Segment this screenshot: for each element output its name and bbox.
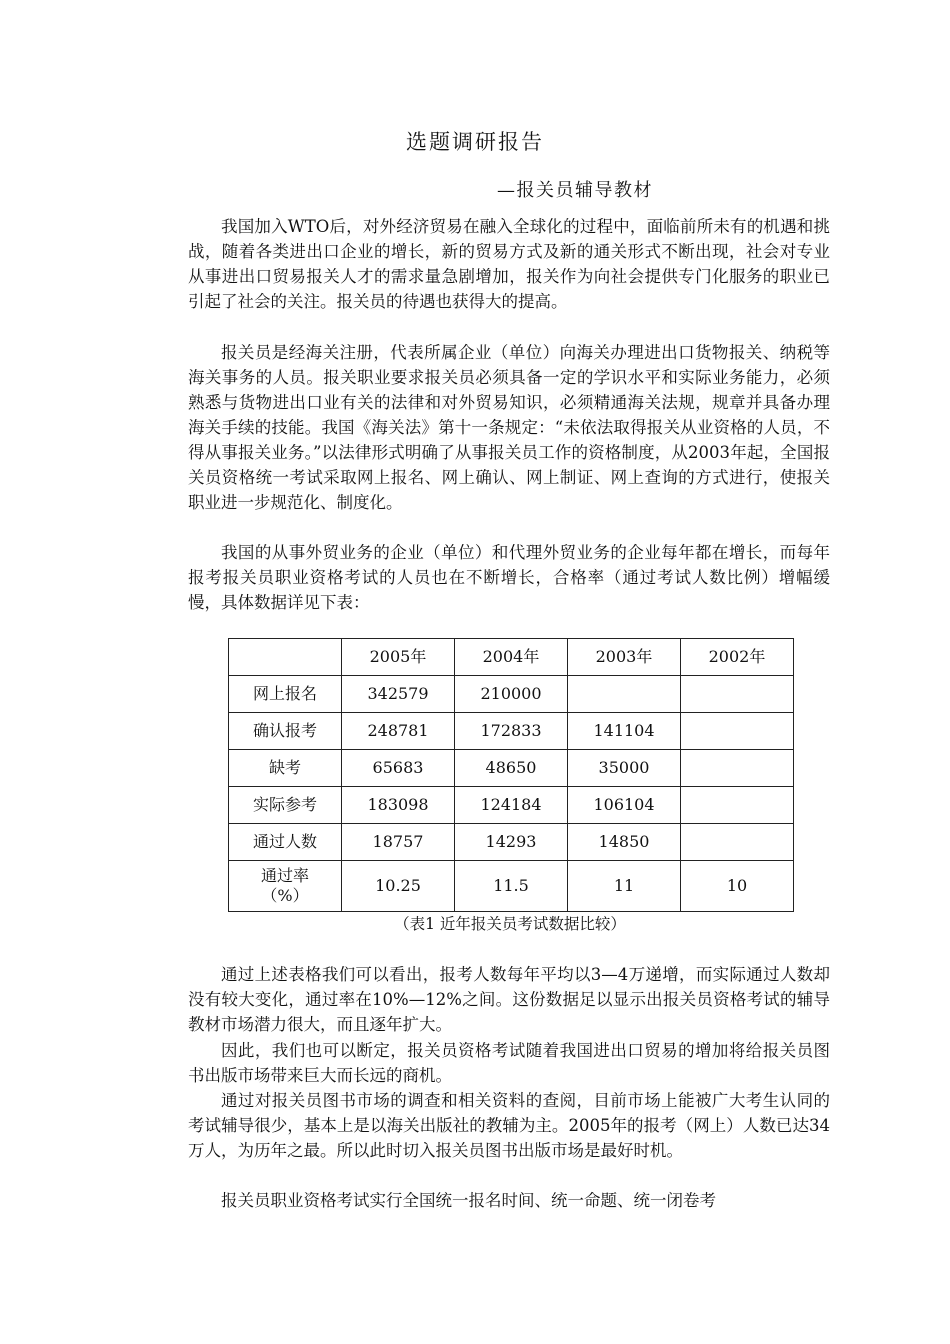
table-header-cell: 2002年 [681,639,794,676]
paragraph: 我国的从事外贸业务的企业（单位）和代理外贸业务的企业每年都在增长，而每年报考报关员职业资格考试的人员也在不断增长，合格率（通过考试人数比例）增幅缓慢，具体数据详见下表： [188,543,830,612]
table-cell: 106104 [568,787,681,824]
table-row [229,861,794,912]
table-cell: 183098 [342,787,455,824]
paragraph: 报关员职业资格考试实行全国统一报名时间、统一命题、统一闭卷考 [221,1191,716,1210]
table-cell: 248781 [342,713,455,750]
paragraph: 报关员是经海关注册，代表所属企业（单位）向海关办理进出口货物报关、纳税等海关事务的人员。报关职业要求报关员必须具备一定的学识水平和实际业务能力，必须熟悉与货物进出口业有关的法律和对外贸易知识，必须精通海关法规，规章并具备办理海关手续的技能。我国《海关法》第十一条规定：“未依法取得报关从业资格的人员，不得从事报关业务。”以法律形式明确了从事报关员工作的资格制度，从2003年起，全国报关员资格统一考试采取网上报名、网上确认、网上制证、网上查询的方式进行，使报关职业进一步规范化、制度化。 [188,343,830,512]
table-cell: 124184 [455,787,568,824]
document-title: 选题调研报告 [406,130,544,154]
table-cell: 11.5 [455,861,568,912]
table-cell: 10.25 [342,861,455,912]
row-label: 通过率（%） [229,861,342,912]
table-row [229,750,794,787]
paragraph: 因此，我们也可以断定，报关员资格考试随着我国进出口贸易的增加将给报关员图书出版市场带来巨大而长远的商机。 [188,1041,830,1085]
table-cell: 18757 [342,824,455,861]
table-cell: 14293 [455,824,568,861]
paragraph: 我国加入WTO后，对外经济贸易在融入全球化的过程中，面临前所未有的机遇和挑战，随着各类进出口企业的增长，新的贸易方式及新的通关形式不断出现，社会对专业从事进出口贸易报关人才的需求量急剧增加，报关作为向社会提供专门化服务的职业已引起了社会的关注。报关员的待遇也获得大的提高。 [188,217,830,311]
table-cell: 141104 [568,713,681,750]
row-label: 缺考 [229,750,342,787]
row-label: 确认报考 [229,713,342,750]
table-cell: 172833 [455,713,568,750]
table-cell: 48650 [455,750,568,787]
table-header-cell [229,639,342,676]
table-cell [568,676,681,713]
table-cell: 11 [568,861,681,912]
table-cell: 35000 [568,750,681,787]
table-header-cell: 2003年 [568,639,681,676]
table-header-row [229,639,794,676]
table-row [229,787,794,824]
table-cell: 65683 [342,750,455,787]
table-cell [681,824,794,861]
paragraph: 通过对报关员图书市场的调查和相关资料的查阅，目前市场上能被广大考生认同的考试辅导很少，基本上是以海关出版社的教辅为主。2005年的报考（网上）人数已达34万人，为历年之最。所以此时切入报关员图书出版市场是最好时机。 [188,1091,830,1160]
paragraph: 通过上述表格我们可以看出，报考人数每年平均以3—4万递增，而实际通过人数却没有较大变化，通过率在10%—12%之间。这份数据足以显示出报关员资格考试的辅导教材市场潜力很大，而且逐年扩大。 [188,965,830,1034]
table-cell: 10 [681,861,794,912]
exam-data-table [228,638,794,912]
table-header-cell: 2004年 [455,639,568,676]
row-label: 实际参考 [229,787,342,824]
row-label: 通过人数 [229,824,342,861]
row-label: 网上报名 [229,676,342,713]
table-row [229,824,794,861]
table-header-cell: 2005年 [342,639,455,676]
table-cell: 342579 [342,676,455,713]
table-cell [681,713,794,750]
table-caption: （表1 近年报关员考试数据比较） [394,915,626,933]
table-row [229,713,794,750]
table-cell: 210000 [455,676,568,713]
table-cell: 14850 [568,824,681,861]
table-cell [681,676,794,713]
table-cell [681,787,794,824]
document-subtitle: —报关员辅导教材 [497,180,653,201]
table-cell [681,750,794,787]
table-row [229,676,794,713]
